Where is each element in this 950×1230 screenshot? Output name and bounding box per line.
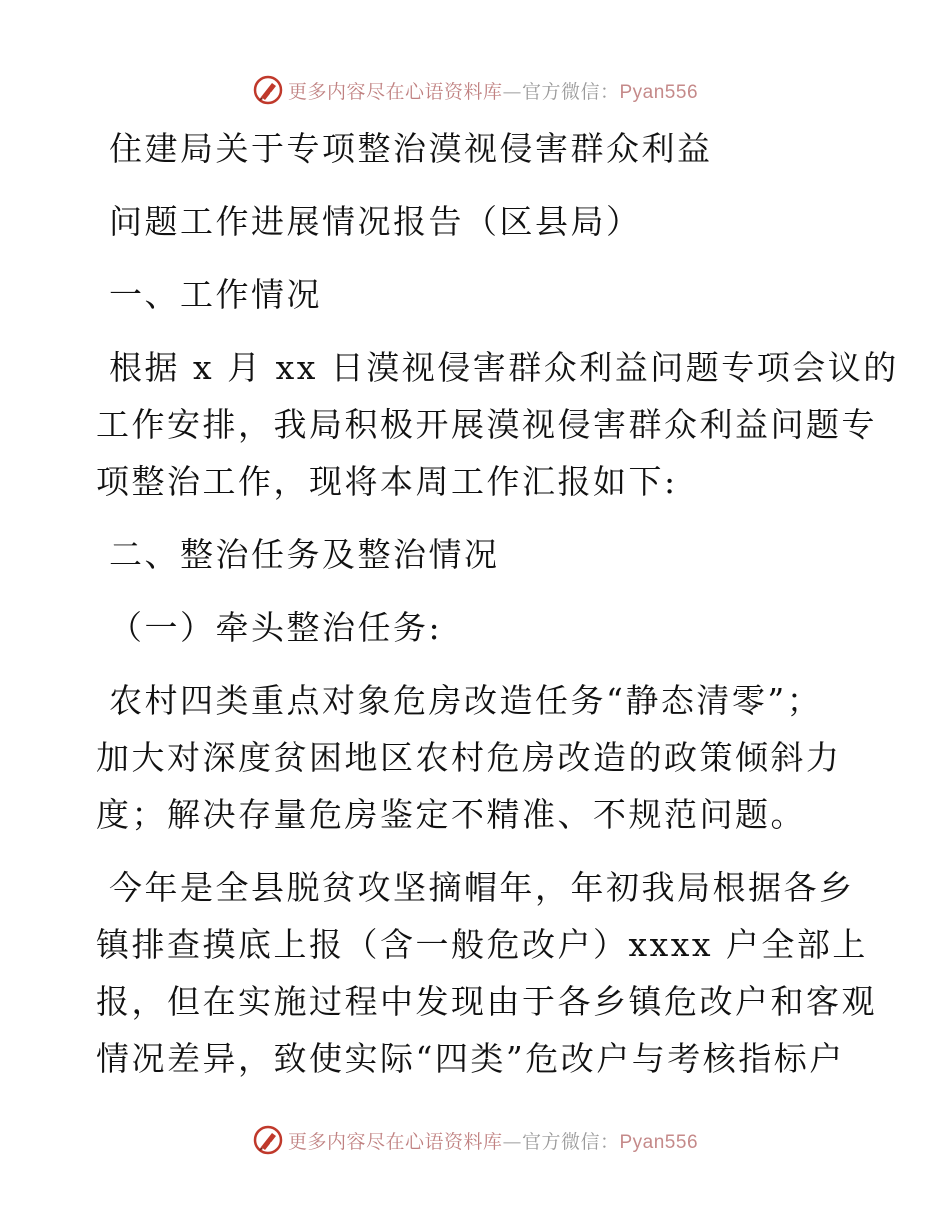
section-1-heading: 一、工作情况	[109, 275, 322, 314]
subsection-1-heading: （一）牵头整治任务:	[109, 608, 443, 647]
document-title-continued	[96, 193, 856, 250]
subsection-1	[96, 599, 856, 656]
paragraph-3	[96, 859, 877, 1087]
watermark-official-label: 官方微信：	[521, 80, 620, 103]
watermark-dash: —	[502, 80, 522, 103]
paragraph-3-line: 情况差异，致使实际“四类”危改户与考核指标户	[96, 1039, 845, 1078]
document-title	[96, 120, 856, 177]
section-2	[96, 526, 856, 583]
paragraph-3-line: 镇排查摸底上报（含一般危改户）xxxx 户全部上	[96, 925, 868, 964]
title-line-2: 问题工作进展情况报告（区县局）	[109, 202, 642, 241]
section-2-heading: 二、整治任务及整治情况	[109, 535, 500, 574]
watermark-wechat-id: Pyan556	[619, 81, 699, 103]
paragraph-3-line: 今年是全县脱贫攻坚摘帽年，年初我局根据各乡	[109, 868, 855, 907]
paragraph-2-line: 农村四类重点对象危房改造任务“静态清零”；	[109, 681, 823, 720]
paragraph-2-line: 度；解决存量危房鉴定不精准、不规范问题。	[96, 795, 806, 834]
paragraph-1	[96, 339, 899, 510]
paragraph-2	[96, 672, 856, 843]
watermark-wechat-id: Pyan556	[619, 1131, 699, 1153]
paragraph-1-line: 项整治工作，现将本周工作汇报如下:	[96, 462, 678, 501]
title-line-1: 住建局关于专项整治漠视侵害群众利益	[109, 129, 713, 168]
section-1	[96, 266, 856, 323]
watermark-footer	[0, 1120, 950, 1160]
document-body	[96, 120, 899, 1087]
paragraph-1-line: 工作安排，我局积极开展漠视侵害群众利益问题专	[96, 405, 877, 444]
watermark-main-text: 更多内容尽在心语资料库	[287, 80, 503, 103]
pen-logo-icon	[252, 1124, 284, 1156]
paragraph-1-line: 根据 x 月 xx 日漠视侵害群众利益问题专项会议的	[109, 348, 899, 387]
watermark-main-text: 更多内容尽在心语资料库	[287, 1130, 503, 1153]
paragraph-3-line: 报，但在实施过程中发现由于各乡镇危改户和客观	[96, 982, 877, 1021]
watermark-official-label: 官方微信：	[521, 1130, 620, 1153]
paragraph-2-line: 加大对深度贫困地区农村危房改造的政策倾斜力	[96, 738, 842, 777]
watermark-dash: —	[502, 1130, 522, 1153]
pen-logo-icon	[252, 74, 284, 106]
watermark-header	[0, 70, 950, 110]
